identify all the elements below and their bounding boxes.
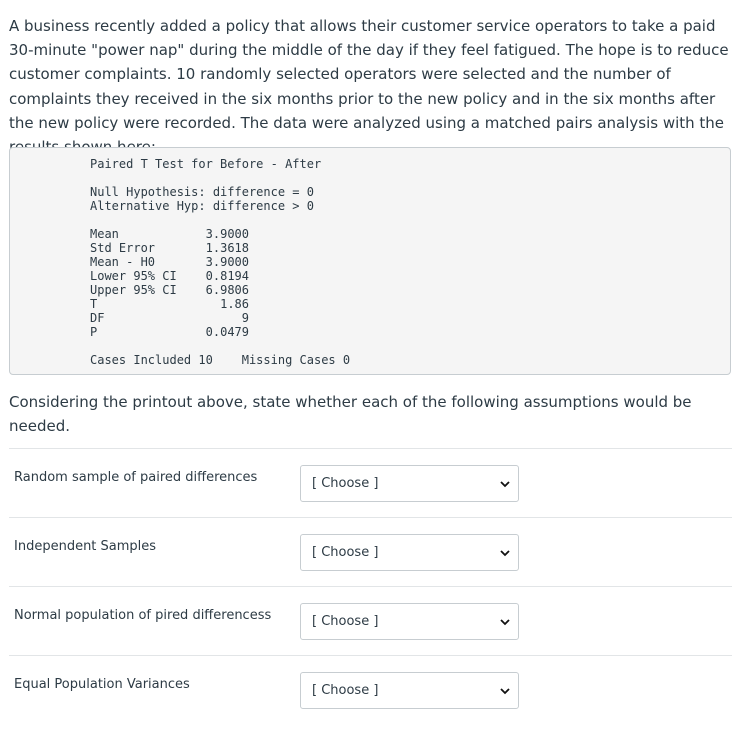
stat-label-lower-ci: Lower 95% CI <box>90 269 177 283</box>
select-value: [ Choose ] <box>312 683 379 698</box>
stat-label-std-error: Std Error <box>90 241 156 255</box>
stat-label-t: T <box>90 297 98 311</box>
assumptions-question-text: Considering the printout above, state whether each of the following assumptions would be needed. <box>9 393 692 435</box>
question-intro-text: A business recently added a policy that allows their customer service operators to take a paid 30-minute "power nap" during the middle of the day if they feel fatigued. The hope is to reduce customer complaints. 10 randomly selected operators were selected and the number of complaints they received in the six months prior to the new policy and in the six months after the new policy were recorded. The data were analyzed using a matched pairs analysis with the <box>9 17 729 132</box>
stat-value-t: 1.86 <box>220 297 249 311</box>
stat-value-upper-ci: 6.9806 <box>205 283 249 297</box>
stat-value-mean-h0: 3.9000 <box>205 255 249 269</box>
stat-label-df: DF <box>90 311 105 325</box>
stat-value-std-error: 1.3618 <box>205 241 249 255</box>
stat-value-lower-ci: 0.8194 <box>205 269 249 283</box>
divider <box>9 586 732 587</box>
chevron-down-icon <box>499 685 511 697</box>
assumption-select-random-sample[interactable] <box>300 465 519 502</box>
stat-value-mean: 3.9000 <box>205 227 249 241</box>
divider <box>9 448 732 449</box>
stat-value-df: 9 <box>241 311 249 325</box>
select-value: [ Choose ] <box>312 476 379 491</box>
assumption-label-equal-variances: Equal Population Variances <box>14 677 190 692</box>
stat-label-p: P <box>90 325 98 339</box>
chevron-down-icon <box>499 478 511 490</box>
printout-null-hypothesis: Null Hypothesis: difference = 0 <box>90 185 314 199</box>
stat-label-upper-ci: Upper 95% CI <box>90 283 177 297</box>
divider <box>9 517 732 518</box>
paired-t-test-printout <box>9 147 731 375</box>
assumption-label-random-sample: Random sample of paired differences <box>14 470 258 485</box>
printout-title: Paired T Test for Before - After <box>90 157 322 171</box>
assumption-label-independent-samples: Independent Samples <box>14 539 157 554</box>
printout-cases-line: Cases Included 10 Missing Cases 0 <box>90 353 351 367</box>
stat-label-mean-h0: Mean - H0 <box>90 255 156 269</box>
select-value: [ Choose ] <box>312 545 379 560</box>
divider <box>9 655 732 656</box>
assumption-select-normal-population[interactable] <box>300 603 519 640</box>
stat-label-mean: Mean <box>90 227 119 241</box>
chevron-down-icon <box>499 616 511 628</box>
assumption-select-equal-variances[interactable] <box>300 672 519 709</box>
select-value: [ Choose ] <box>312 614 379 629</box>
printout-alternative-hypothesis: Alternative Hyp: difference > 0 <box>90 199 314 213</box>
stat-value-p: 0.0479 <box>205 325 249 339</box>
chevron-down-icon <box>499 547 511 559</box>
assumption-select-independent-samples[interactable] <box>300 534 519 571</box>
assumption-label-normal-population: Normal population of pired differencess <box>14 608 272 623</box>
